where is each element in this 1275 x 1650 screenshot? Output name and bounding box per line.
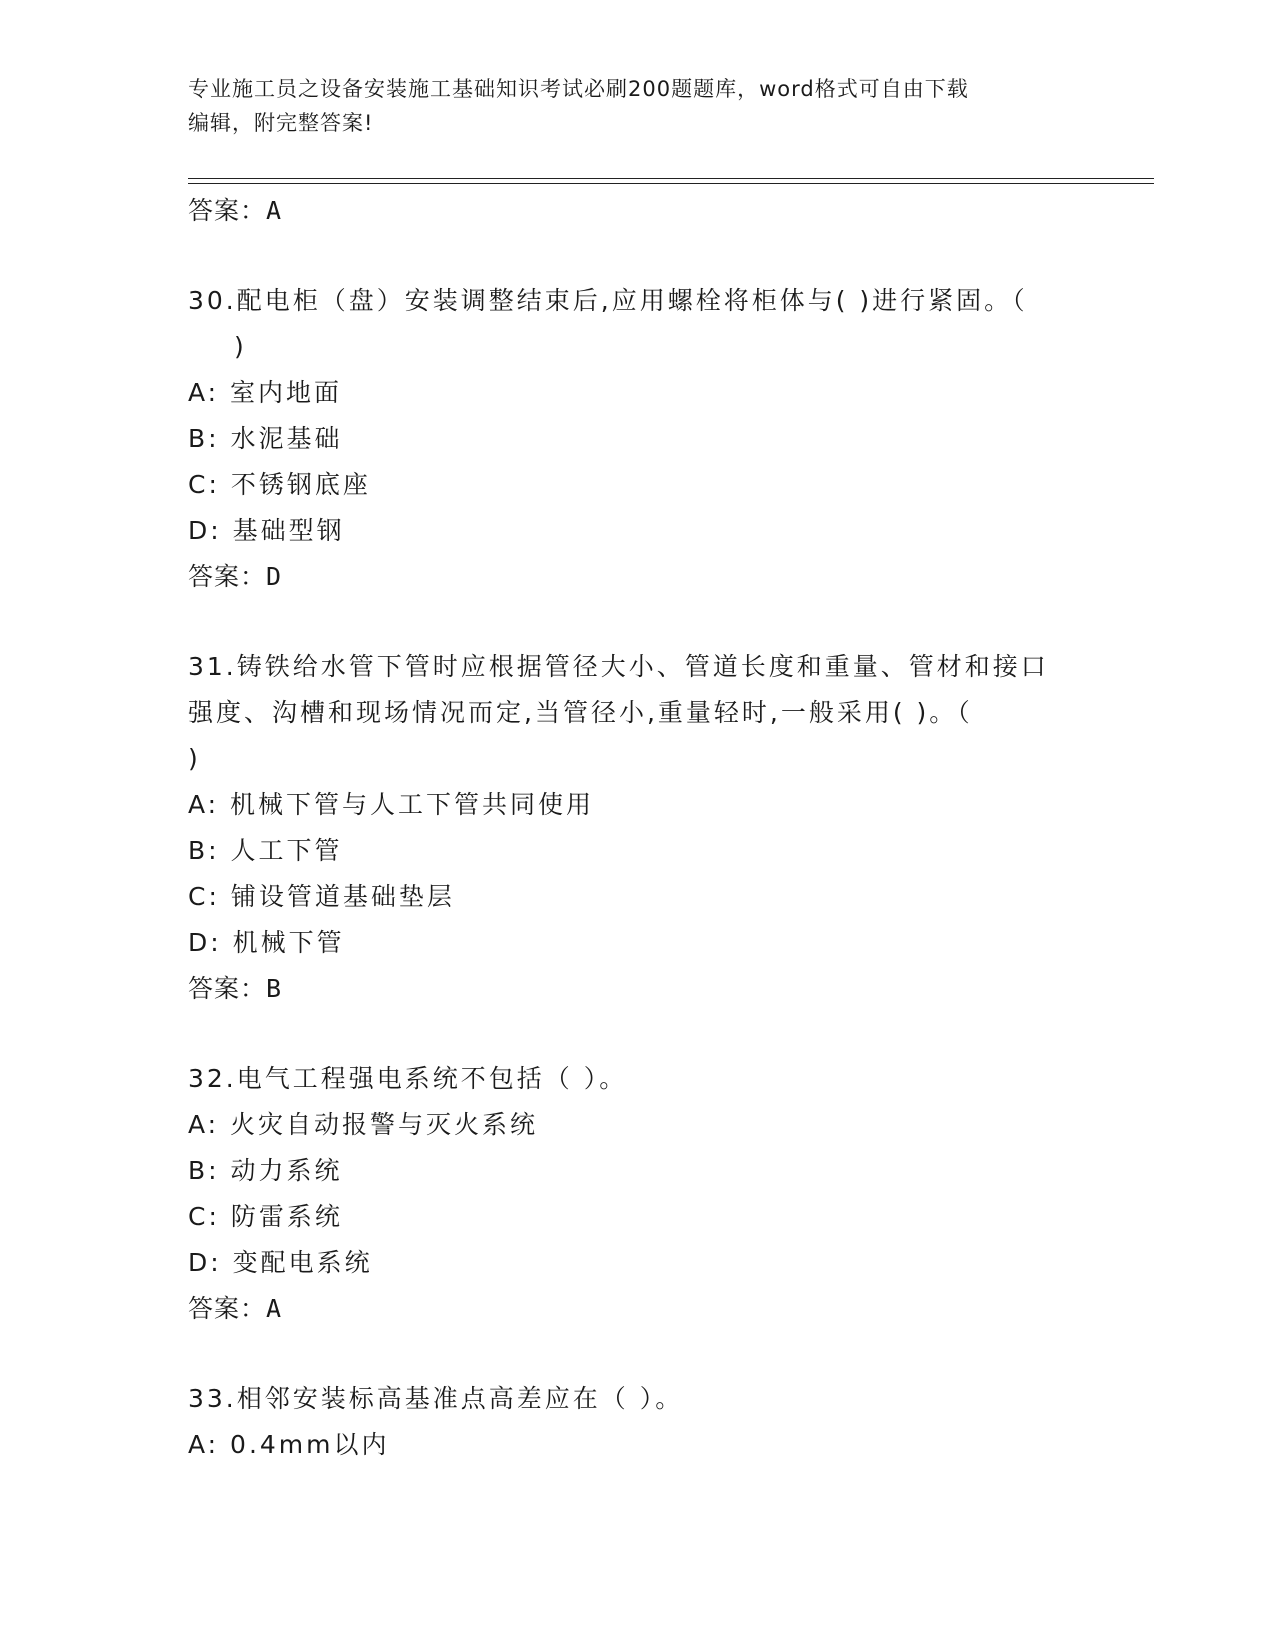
option-b: B: 水泥基础 xyxy=(188,424,343,453)
question-33 xyxy=(188,1376,1088,1468)
question-30 xyxy=(188,278,1088,600)
question-list xyxy=(188,188,1088,1468)
question-stem-line: 30.配电柜（盘）安装调整结束后,应用螺栓将柜体与( )进行紧固。（ xyxy=(188,286,1028,315)
question-stem-line: 32.电气工程强电系统不包括（ ）。 xyxy=(188,1064,628,1093)
option-b: B: 动力系统 xyxy=(188,1156,343,1185)
option-a: A: 火灾自动报警与灭火系统 xyxy=(188,1110,539,1139)
question-stem-line: 33.相邻安装标高基准点高差应在（ ）。 xyxy=(188,1384,684,1413)
answer-line: 答案：A xyxy=(188,1294,283,1323)
option-c: C: 铺设管道基础垫层 xyxy=(188,882,455,911)
option-c: C: 防雷系统 xyxy=(188,1202,343,1231)
option-c: C: 不锈钢底座 xyxy=(188,470,371,499)
header-rule-bottom xyxy=(188,183,1154,184)
option-d: D: 基础型钢 xyxy=(188,516,345,545)
option-a: A: 机械下管与人工下管共同使用 xyxy=(188,790,595,819)
question-32 xyxy=(188,1056,1088,1332)
question-31 xyxy=(188,644,1088,1012)
option-d: D: 变配电系统 xyxy=(188,1248,373,1277)
header-rule-top xyxy=(188,178,1154,179)
option-a: A: 室内地面 xyxy=(188,378,343,407)
answer-line: 答案：D xyxy=(188,562,283,591)
spacer xyxy=(188,1332,1088,1376)
question-stem-line: 强度、沟槽和现场情况而定,当管径小,重量轻时,一般采用( )。（ xyxy=(188,698,973,727)
question-stem-line: 31.铸铁给水管下管时应根据管径大小、管道长度和重量、管材和接口 xyxy=(188,652,1049,681)
question-stem-line: ) xyxy=(234,332,247,361)
header-line-1: 专业施工员之设备安装施工基础知识考试必刷200题题库，word格式可自由下载 xyxy=(188,77,969,101)
answer-line: 答案：B xyxy=(188,974,283,1003)
question-stem-line: ) xyxy=(188,744,201,773)
spacer xyxy=(188,600,1088,644)
header-line-2: 编辑，附完整答案! xyxy=(188,111,374,135)
option-b: B: 人工下管 xyxy=(188,836,343,865)
document-header xyxy=(188,72,1088,140)
previous-answer: 答案：A xyxy=(188,196,283,225)
spacer xyxy=(188,1012,1088,1056)
option-d: D: 机械下管 xyxy=(188,928,345,957)
spacer xyxy=(188,234,1088,278)
option-a: A: 0.4mm以内 xyxy=(188,1430,390,1459)
